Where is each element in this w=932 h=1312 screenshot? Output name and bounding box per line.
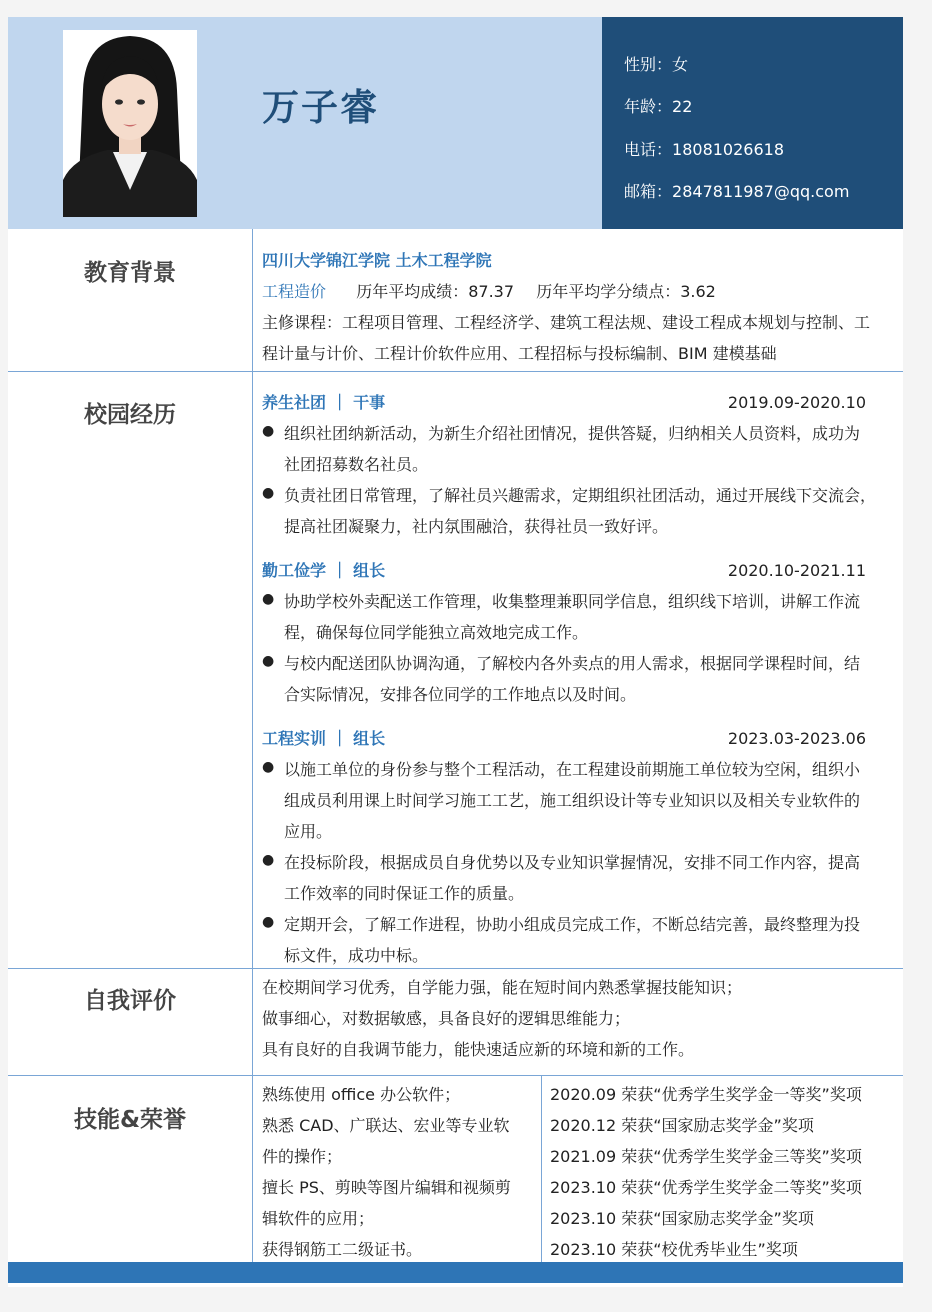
column-divider: [541, 1075, 542, 1262]
section-title-skills: 技能&荣誉: [73, 1107, 187, 1133]
experience-title: 养生社团 ｜ 干事: [262, 393, 386, 412]
footer-bar: [8, 1262, 903, 1283]
honor-item: 2023.10 荣获“国家励志奖学金”奖项: [550, 1209, 814, 1228]
resume-header: [8, 17, 903, 229]
credit-gpa: 历年平均学分绩点：3.62: [536, 282, 716, 301]
experience-bullet: ● 与校内配送团队协调沟通，了解校内各外卖点的用人需求，根据同学课程时间，结 合实际情况，安排各位同学的工作地点以及时间。: [262, 653, 861, 704]
experience-date: 2020.10-2021.11: [727, 561, 866, 580]
campus-content: [252, 371, 903, 968]
experience-bullet: ● 在投标阶段，根据成员自身优势以及专业知识掌握情况，安排不同工作内容，提高 工作效率的同时保证工作的质量。: [262, 852, 861, 903]
skills-content: [252, 1075, 903, 1262]
self-eval-line: 具有良好的自我调节能力，能快速适应新的环境和新的工作。: [262, 1040, 695, 1059]
email-row: [624, 179, 849, 202]
campus-section: [8, 371, 903, 968]
experience-bullet: ● 负责社团日常管理，了解社员兴趣需求，定期组织社团活动，通过开展线下交流会， 提高社团凝聚力，社内氛围融洽，获得社员一致好评。: [262, 485, 877, 536]
education-section: [8, 229, 903, 371]
contact-info-panel: [602, 17, 903, 229]
gender-row: [624, 52, 688, 75]
age-label: 年龄 ：: [624, 97, 672, 116]
candidate-name: 万子睿: [262, 86, 379, 129]
courses-line-1: 主修课程：工程项目管理、工程经济学、建筑工程法规、建设工程成本规划与控制、工: [262, 313, 871, 332]
experience-date: 2019.09-2020.10: [727, 393, 866, 412]
experience-bullet: ● 协助学校外卖配送工作管理，收集整理兼职同学信息，组织线下培训，讲解工作流 程，确保每位同学能独立高效地完成工作。: [262, 591, 861, 642]
experience-title: 勤工俭学 ｜ 组长: [262, 561, 386, 580]
section-title-campus: 校园经历: [84, 402, 176, 428]
honor-item: 2020.12 荣获“国家励志奖学金”奖项: [550, 1116, 814, 1135]
phone-value: 18081026618: [672, 140, 785, 159]
bullet-icon: ●: [262, 591, 275, 607]
bullet-icon: ●: [262, 653, 275, 669]
self-eval-line: 做事细心，对数据敏感，具备良好的逻辑思维能力；: [262, 1009, 631, 1028]
phone-row: [624, 137, 784, 160]
skills-honors-section: [8, 1075, 903, 1262]
honor-item: 2021.09 荣获“优秀学生奖学金三等奖”奖项: [550, 1147, 862, 1166]
skill-line: 件的操作；: [262, 1147, 343, 1166]
email-label: 邮箱 ：: [624, 182, 672, 201]
gender-label: 性别 ：: [624, 55, 672, 74]
gender-value: 女: [672, 55, 689, 74]
experience-title: 工程实训 ｜ 组长: [262, 729, 386, 748]
bullet-icon: ●: [262, 852, 275, 868]
bullet-icon: ●: [262, 485, 275, 501]
honor-item: 2020.09 荣获“优秀学生奖学金一等奖”奖项: [550, 1085, 862, 1104]
self-eval-content: [252, 968, 903, 1075]
bullet-icon: ●: [262, 759, 275, 775]
resume-page: [8, 17, 903, 1287]
skill-line: 获得钢筋工二级证书。: [262, 1240, 423, 1259]
school-name: 四川大学锦江学院 土木工程学院: [262, 251, 492, 270]
honor-item: 2023.10 荣获“校优秀毕业生”奖项: [550, 1240, 798, 1259]
honor-item: 2023.10 荣获“优秀学生奖学金二等奖”奖项: [550, 1178, 862, 1197]
skill-line: 熟练使用 office 办公软件；: [262, 1085, 461, 1104]
gpa-score: 历年平均成绩：87.37: [356, 282, 515, 301]
skill-line: 擅长 PS、剪映等图片编辑和视频剪: [262, 1178, 511, 1197]
skill-line: 辑软件的应用；: [262, 1209, 375, 1228]
profile-photo: [63, 30, 197, 217]
age-value: 22: [672, 97, 693, 116]
major-name: 工程造价: [262, 282, 327, 301]
section-title-education: 教育背景: [84, 260, 176, 286]
grades-line: [262, 282, 716, 302]
experience-bullet: ● 以施工单位的身份参与整个工程活动，在工程建设前期施工单位较为空闲，组织小 组成员利用课上时间学习施工工艺，施工组织设计等专业知识以及相关专业软件的 应用。: [262, 759, 861, 841]
email-value: 2847811987@qq.com: [672, 182, 850, 201]
bullet-icon: ●: [262, 423, 275, 439]
self-eval-line: 在校期间学习优秀，自学能力强，能在短时间内熟悉掌握技能知识；: [262, 978, 743, 997]
courses-line-2: 程计量与计价、工程计价软件应用、工程招标与投标编制、BIM 建模基础: [262, 344, 777, 363]
experience-bullet: ● 定期开会，了解工作进程，协助小组成员完成工作，不断总结完善，最终整理为投 标文件，成功中标。: [262, 914, 861, 965]
age-row: [624, 94, 692, 117]
experience-date: 2023.03-2023.06: [727, 729, 866, 748]
experience-bullet: ● 组织社团纳新活动，为新生介绍社团情况，提供答疑，归纳相关人员资料，成功为 社团招募数名社员。: [262, 423, 861, 474]
education-content: [252, 229, 903, 371]
skill-line: 熟悉 CAD、广联达、宏业等专业软: [262, 1116, 510, 1135]
self-evaluation-section: [8, 968, 903, 1075]
phone-label: 电话 ：: [624, 140, 672, 159]
bullet-icon: ●: [262, 914, 275, 930]
section-title-self-eval: 自我评价: [84, 988, 176, 1014]
